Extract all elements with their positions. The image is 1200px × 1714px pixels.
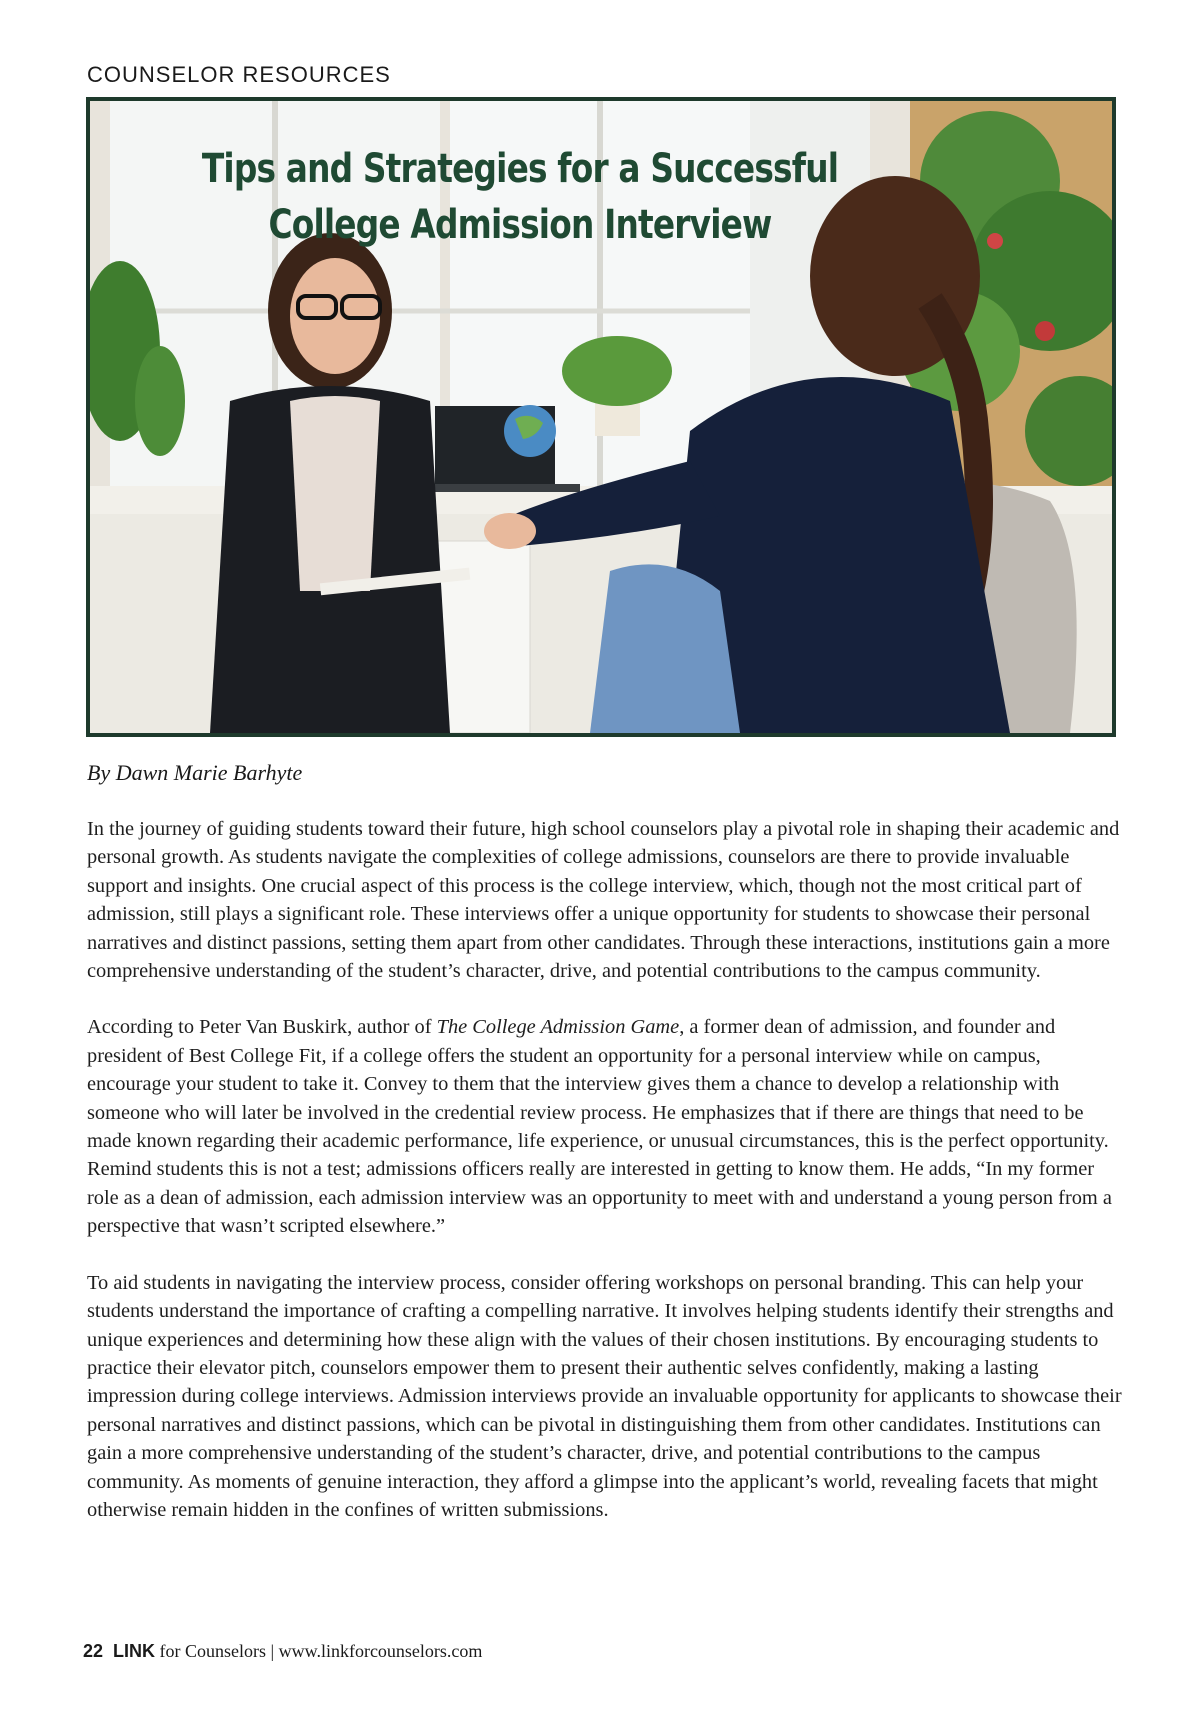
paragraph-2-end: , a former dean of admission, and founder and president of Best College Fit, if a college offers the student an opportunity for a personal interview while on campus, encourage your student to take it. Convey to them that the interview gives them a chance to develop a relationship with someone who will later be involved in the credential review process. He emphasizes that if there are things that need to be made known regarding their academic performance, life experience, or unusual circumstances, this is the perfect opportunity. Remind students this is not a test; admissions officers really are interested in getting to know them. He adds, “In my former role as a dean of admission, each admission interview was an opportunity to meet with and understand a young person from a perspective that wasn’t scripted elsewhere.” <box>87 1016 1112 1238</box>
hero-title-line-1: Tips and Strategies for a Successful <box>201 146 839 192</box>
article-body <box>87 815 1127 1552</box>
hero-title <box>167 141 872 253</box>
paragraph-1: In the journey of guiding students toward their future, high school counselors play a pivotal role in shaping their academic and personal growth. As students navigate the complexities of college admissions, counselors are there to provide invaluable support and insights. One crucial aspect of this process is the college interview, which, though not the most critical part of admission, still plays a significant role. These interviews offer a unique opportunity for students to showcase their personal narratives and distinct passions, setting them apart from other candidates. Through these interactions, institutions gain a more comprehensive understanding of the student’s character, drive, and potential contributions to the campus community. <box>87 818 1120 983</box>
author-byline: By Dawn Marie Barhyte <box>87 760 303 785</box>
page-number: 22 <box>83 1641 104 1661</box>
paragraph-2-start: According to Peter Van Buskirk, author of <box>87 1016 437 1039</box>
publication-info: for Counselors | www.linkforcounselors.com <box>155 1641 483 1661</box>
hero-title-line-2: College Admission Interview <box>268 202 772 248</box>
publication-brand: LINK <box>113 1641 156 1661</box>
page-footer <box>83 1641 482 1662</box>
paragraph-2 <box>87 1013 1127 1240</box>
hero-image <box>86 97 1116 737</box>
section-label: COUNSELOR RESOURCES <box>87 62 391 87</box>
paragraph-3: To aid students in navigating the interview process, consider offering workshops on personal branding. This can help your students understand the importance of crafting a compelling narrative. It involves helping students identify their strengths and unique experiences and determining how these align with the values of their chosen institutions. By encouraging students to practice their elevator pitch, counselors empower them to present their authentic selves confidently, making a lasting impression during college interviews. Admission interviews provide an invaluable opportunity for applicants to showcase their personal narratives and distinct passions, which can be pivotal in distinguishing them from other candidates. Institutions can gain a more comprehensive understanding of the student’s character, drive, and potential contributions to the campus community. As moments of genuine interaction, they afford a glimpse into the applicant’s world, revealing facets that might otherwise remain hidden in the confines of written submissions. <box>87 1271 1122 1521</box>
book-title: The College Admission Game <box>436 1016 680 1039</box>
